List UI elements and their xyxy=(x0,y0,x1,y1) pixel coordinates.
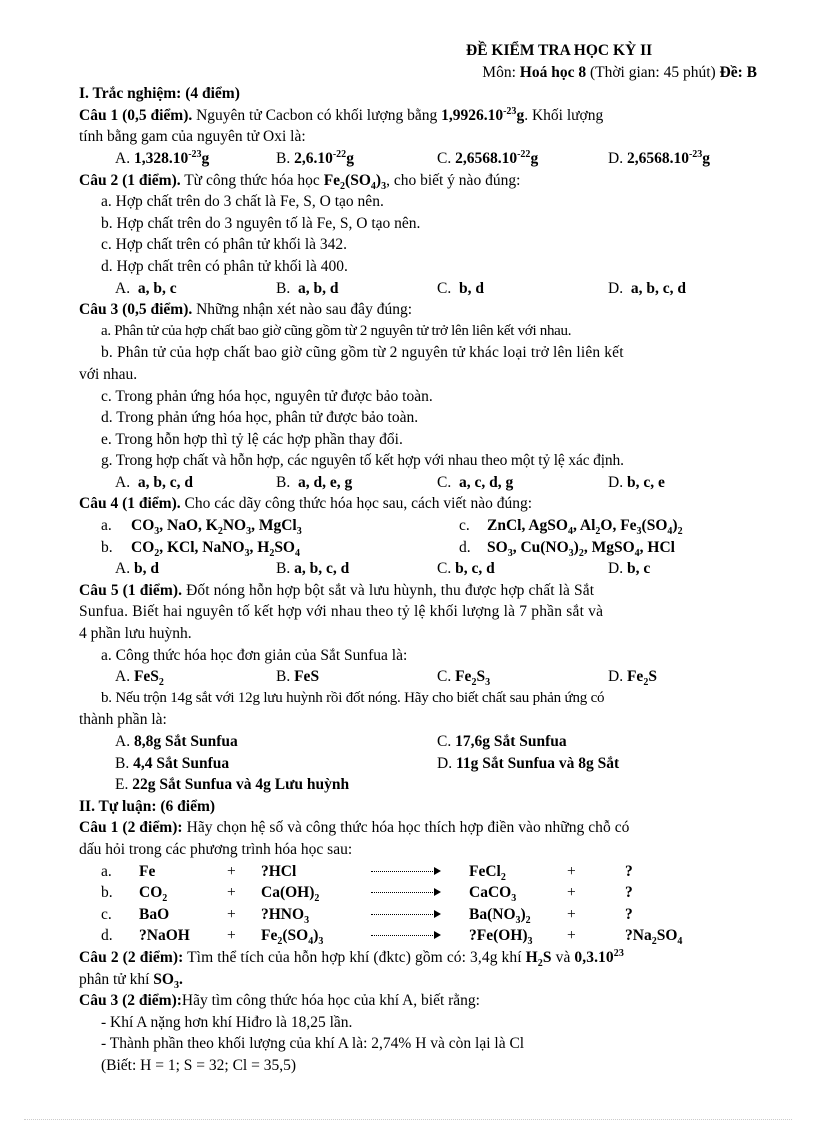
question-2: Câu 2 (1 điểm). Từ công thức hóa học $Fe_2(SO_4)_3$, cho biết ý nào đúng: xyxy=(79,171,521,192)
question-5-cont2: 4 phần lưu huỳnh. xyxy=(79,625,192,643)
question-text: Nguyên tử Cacbon có khối lượng bằng xyxy=(192,106,442,124)
question-4 xyxy=(79,493,757,515)
equation-letter: a. xyxy=(101,862,112,880)
question-text: Những nhận xét nào sau đây đúng: xyxy=(192,301,412,319)
equation-b xyxy=(79,882,757,904)
question-text: Cho các dãy công thức hóa học sau, cách viết nào đúng: xyxy=(180,495,533,513)
question-label: Câu 3 (2 điểm): xyxy=(79,992,182,1010)
essay-question-1-cont: dấu hỏi trong các phương trình hóa học sau: xyxy=(79,840,353,858)
reactant-1: Fe xyxy=(139,862,156,880)
question-text: Tìm thể tích của hỗn hợp khí (đktc) gồm có: 3,4g khí xyxy=(183,948,526,966)
question-text: Hãy chọn hệ số và công thức hóa học thích hợp điền vào những chỗ có xyxy=(182,819,630,837)
q5-sub-b: b. Nếu trộn 14g sắt với 12g lưu huỳnh rồi đốt nóng. Hãy cho biết chất sau phản ứng có xyxy=(101,689,605,706)
q3-statement-b: b. Phân tử của hợp chất bao giờ cũng gồm từ 2 nguyên tử khác loại trở lên liên kết xyxy=(101,344,624,362)
q5b-option-a: A. 8,8g Sắt Sunfua xyxy=(115,733,238,750)
exam-time: (Thời gian: 45 phút) xyxy=(586,63,720,81)
exam-code: Đề: B xyxy=(719,63,757,81)
essay-question-3 xyxy=(79,990,757,1012)
question-1-cont: tính bằng gam của nguyên tử Oxi là: xyxy=(79,128,306,146)
product-2: $?Na_2SO_4$ xyxy=(625,927,683,948)
q4-option-a: A. b, d xyxy=(115,560,159,578)
q2-option-c: C. b, d xyxy=(437,279,484,297)
question-text: , cho biết ý nào đúng: xyxy=(386,171,521,189)
product-1: CaCO$_3$ xyxy=(469,884,517,905)
reactant-1: BaO xyxy=(139,905,170,923)
question-3 xyxy=(79,299,757,321)
q3-statement-e: e. Trong hỗn hợp thì tỷ lệ các hợp phần thay đổi. xyxy=(101,430,403,448)
q4-row-ac xyxy=(79,515,757,537)
q5a-option-d: D. $Fe_2S$ xyxy=(608,668,657,689)
q4-choice-b: b. $CO_2$, KCl, NaNO$_3$, $H_2SO_4$ xyxy=(101,538,300,559)
essay-question-2: Câu 2 (2 điểm): Tìm thể tích của hỗn hợp khí (đktc) gồm có: 3,4g khí $H_2S$ và 0,3.10$^{23}$ xyxy=(79,947,624,970)
q5-sub-b-options-2 xyxy=(79,753,757,775)
equation-letter: b. xyxy=(101,884,113,902)
question-label: Câu 2 (1 điểm). xyxy=(79,171,181,189)
product-2: ? xyxy=(625,862,633,880)
carbon-mass-unit: g xyxy=(516,106,525,124)
subject-name: Hoá học 8 xyxy=(519,63,587,81)
carbon-mass-exp: -23 xyxy=(503,105,517,117)
question-1-options xyxy=(79,148,757,170)
q5-sub-a-options xyxy=(79,666,757,688)
product-1: $Ba(NO_3)_2$ xyxy=(469,905,531,926)
q2-statement-d: d. Hợp chất trên có phân tử khối là 400. xyxy=(101,257,348,275)
question-text: Hãy tìm công thức hóa học của khí A, biết rằng: xyxy=(181,992,480,1010)
q3-option-a: A. a, b, c, d xyxy=(115,473,193,491)
question-3-options xyxy=(79,472,757,494)
reactant-2: $?HNO_3$ xyxy=(261,905,310,926)
q3-option-d: D. b, c, e xyxy=(608,473,665,491)
q5a-option-c: C. $Fe_2S_3$ xyxy=(437,668,491,689)
q1-option-c: C. $2,6568.10^{-22}g$ xyxy=(437,148,539,167)
part1-title: I. Trắc nghiệm: (4 điểm) xyxy=(79,85,240,103)
q2-option-b: B. a, b, d xyxy=(276,279,339,297)
equation-c xyxy=(79,904,757,926)
plus-sign: + xyxy=(227,905,236,923)
q1-option-d: D. $2,6568.10^{-23}g$ xyxy=(608,148,711,167)
question-text: . Khối lượng xyxy=(524,106,604,124)
plus-sign: + xyxy=(567,927,576,945)
q2-option-d: D. a, b, c, d xyxy=(608,279,686,297)
q3-option-b: B. a, d, e, g xyxy=(276,473,353,491)
q4-option-c: C. b, c, d xyxy=(437,560,495,578)
q5b-option-e: E. 22g Sắt Sunfua và 4g Lưu huỳnh xyxy=(115,776,350,794)
essay-question-1 xyxy=(79,817,757,839)
exam-subject-line xyxy=(79,62,757,84)
q2-statement-a: a. Hợp chất trên do 3 chất là Fe, S, O tạo nên. xyxy=(101,193,384,211)
q5b-option-d: D. 11g Sắt Sunfua và 8g Sắt xyxy=(437,754,620,772)
equation-d xyxy=(79,925,757,947)
plus-sign: + xyxy=(567,862,576,880)
question-text: Từ công thức hóa học xyxy=(180,171,324,189)
arrow-icon xyxy=(371,861,469,883)
equation-letter: c. xyxy=(101,905,112,923)
product-1: $?Fe(OH)_3$ xyxy=(469,927,533,948)
question-5-cont1: Sunfua. Biết hai nguyên tố kết hợp với nhau theo tỷ lệ khối lượng là 7 phần sắt và xyxy=(79,603,604,621)
q4-choice-d: d. $SO_3$, $Cu(NO_3)_2$, MgSO$_4$, HCl xyxy=(459,538,675,559)
question-4-options xyxy=(79,558,757,580)
q5-sub-a: a. Công thức hóa học đơn giản của Sắt Sunfua là: xyxy=(101,646,408,664)
plus-sign: + xyxy=(227,884,236,902)
q3-condition-2: - Thành phần theo khối lượng của khí A là: 2,74% H và còn lại là Cl xyxy=(101,1035,525,1053)
q3-condition-1: - Khí A nặng hơn khí Hiđro là 18,25 lần. xyxy=(101,1013,353,1031)
essay-question-2-cont: phân tử khí $SO_3$. xyxy=(79,970,183,991)
question-label: Câu 3 (0,5 điểm). xyxy=(79,301,193,319)
product-2: ? xyxy=(625,905,633,923)
question-2-options xyxy=(79,278,757,300)
arrow-icon xyxy=(371,904,469,926)
reactant-1: ?NaOH xyxy=(139,927,190,945)
exam-page xyxy=(79,40,757,1077)
q5-sub-b-options-1 xyxy=(79,731,757,753)
q3-statement-a: a. Phân tử của hợp chất bao giờ cũng gồm từ 2 nguyên tử trở lên liên kết với nhau. xyxy=(101,322,572,339)
reactant-1: $CO_2$ xyxy=(139,884,168,905)
q4-row-bd xyxy=(79,537,757,559)
question-label: Câu 1 (0,5 điểm). xyxy=(79,106,193,124)
q1-option-a: A. $1,328.10^{-23}g$ xyxy=(115,148,210,167)
q4-option-d: D. b, c xyxy=(608,560,651,578)
question-label: Câu 2 (2 điểm): xyxy=(79,948,184,966)
q5b-option-b: B. 4,4 Sắt Sunfua xyxy=(115,754,230,772)
product-1: FeCl$_2$ xyxy=(469,862,506,883)
part2-title: II. Tự luận: (6 điểm) xyxy=(79,797,216,815)
q3-given: (Biết: H = 1; S = 32; Cl = 35,5) xyxy=(101,1056,297,1074)
q5b-option-c: C. 17,6g Sắt Sunfua xyxy=(437,733,567,750)
q2-statement-b: b. Hợp chất trên do 3 nguyên tố là Fe, S, O tạo nên. xyxy=(101,214,421,232)
equation-a xyxy=(79,861,757,883)
q3-statement-d: d. Trong phản ứng hóa học, phân tử được bảo toàn. xyxy=(101,409,419,427)
q5a-option-a: A. FeS$_2$ xyxy=(115,668,164,689)
subject-prefix: Môn: xyxy=(482,63,520,81)
formula: Fe xyxy=(323,171,341,189)
q3-statement-b-cont: với nhau. xyxy=(79,365,138,383)
q4-choice-c: c. ZnCl, AgSO$_4$, $Al_2O$, $Fe_3(SO_4)_2$ xyxy=(459,517,683,538)
exam-title: ĐỀ KIỂM TRA HỌC KỲ II xyxy=(466,42,653,59)
q5-sub-b-cont: thành phần là: xyxy=(79,711,167,729)
q5a-option-b: B. FeS xyxy=(276,668,320,686)
arrow-icon xyxy=(371,925,469,947)
product-2: ? xyxy=(625,884,633,902)
plus-sign: + xyxy=(227,927,236,945)
q3-statement-g: g. Trong hợp chất và hỗn hợp, các nguyên tố kết hợp với nhau theo một tỷ lệ xác định. xyxy=(101,452,624,470)
page-border xyxy=(24,1119,792,1120)
carbon-mass: 1,9926.10 xyxy=(441,106,504,124)
question-label: Câu 1 (2 điểm): xyxy=(79,819,183,837)
q3-statement-c: c. Trong phản ứng hóa học, nguyên tử được bảo toàn. xyxy=(101,387,433,405)
plus-sign: + xyxy=(227,862,236,880)
plus-sign: + xyxy=(567,884,576,902)
question-label: Câu 4 (1 điểm). xyxy=(79,495,181,513)
q1-option-b: B. $2,6.10^{-22}g$ xyxy=(276,148,354,167)
q2-statement-c: c. Hợp chất trên có phân tử khối là 342. xyxy=(101,236,348,254)
reactant-2: ?HCl xyxy=(261,862,297,880)
q2-option-a: A. a, b, c xyxy=(115,279,177,297)
reactant-2: $Ca(OH)_2$ xyxy=(261,884,320,905)
question-1 xyxy=(79,105,757,127)
q4-option-b: B. a, b, c, d xyxy=(276,560,350,578)
question-label: Câu 5 (1 điểm). xyxy=(79,581,183,599)
plus-sign: + xyxy=(567,905,576,923)
question-5 xyxy=(79,580,757,602)
q3-option-c: C. a, c, d, g xyxy=(437,473,514,491)
arrow-icon xyxy=(371,882,469,904)
equation-letter: d. xyxy=(101,927,113,945)
reactant-2: $Fe_2(SO_4)_3$ xyxy=(261,927,324,948)
q5-sub-b-options-3 xyxy=(79,774,757,796)
q4-choice-a: a. $CO_3$, NaO, $K_2NO_3$, MgCl$_3$ xyxy=(101,517,302,538)
question-text: Đốt nóng hỗn hợp bột sắt và lưu hùynh, thu được hợp chất là Sắt xyxy=(182,581,595,599)
